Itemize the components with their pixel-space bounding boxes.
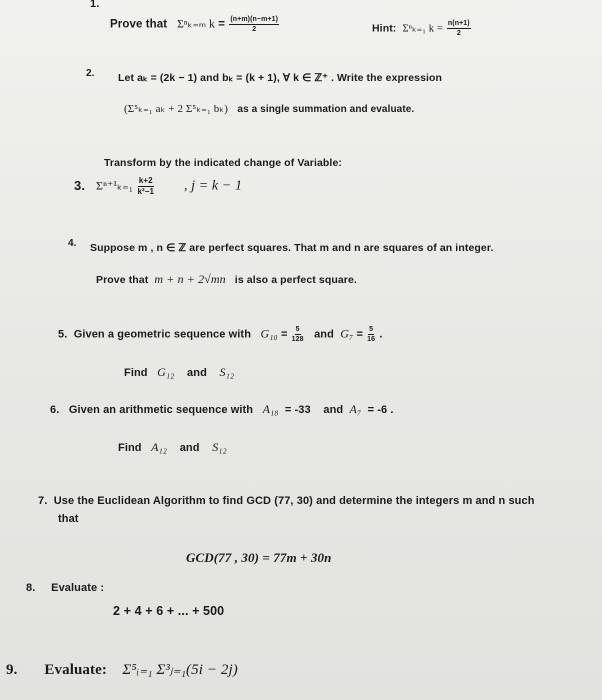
- problem-2-expression: (Σ⁵ₖ₌₁ aₖ + 2 Σ⁵ₖ₌₁ bₖ): [124, 103, 228, 115]
- problem-3-number: 3.: [74, 178, 86, 193]
- problem-5-g7-denominator: 16: [367, 336, 376, 343]
- problem-8-label: Evaluate :: [51, 582, 105, 594]
- problem-6-a18-value: = -33: [284, 404, 311, 416]
- problem-6-a7: A₇: [349, 402, 362, 416]
- problem-6-a12: A₁₂: [151, 440, 168, 454]
- problem-6-number: 6.: [50, 404, 60, 416]
- problem-7-text: Use the Euclidean Algorithm to find GCD (77, 30) and determine the integers m and n such: [53, 495, 535, 507]
- problem-7-equation: GCD(77 , 30) = 77m + 30n: [186, 550, 332, 565]
- problem-4-prove: [96, 272, 357, 287]
- problem-1-fraction-numerator: (n+m)(n−m+1): [230, 16, 279, 23]
- hint-sum: Σⁿₖ₌₁ k =: [402, 23, 443, 35]
- problem-5-g10-numerator: 5: [295, 326, 300, 333]
- problem-2-text: Let aₖ = (2k − 1) and bₖ = (k + 1), ∀ k ∈ ℤ⁺ . Write the expression: [118, 72, 443, 84]
- problem-9-expression: Σ⁵ᵢ₌₁ Σ³ⱼ₌₁(5i − 2j): [122, 662, 238, 678]
- problem-9-number: 9.: [6, 662, 18, 678]
- problem-5-find-and: and: [187, 367, 207, 379]
- problem-5-find-label: Find: [124, 367, 148, 379]
- problem-2-tail: as a single summation and evaluate.: [237, 104, 415, 115]
- problem-5-s12: S₁₂: [219, 365, 235, 379]
- problem-1-sum: Σⁿₖ₌ₘ k: [177, 18, 215, 31]
- problem-5-g7-numerator: 5: [369, 326, 374, 333]
- problem-5-g7-fraction: [367, 326, 375, 343]
- problem-4-text: Suppose m , n ∈ ℤ are perfect squares. That m and n are squares of an integer.: [90, 242, 494, 254]
- problem-4-prove-expression: m + n + 2√mn: [154, 272, 226, 286]
- problem-5: 5. Given a geometric sequence with G₁₀ = $\frac{5}{128}$ and G₇ = $\frac{5}{16}$ .: [58, 326, 383, 343]
- problem-5-number: 5.: [58, 328, 68, 341]
- problem-5-and: and: [314, 328, 334, 341]
- hint-fraction-denominator: 2: [456, 30, 461, 37]
- problem-6-text: Given an arithmetic sequence with: [68, 404, 254, 416]
- problem-3-fraction-denominator: k²−1: [137, 187, 155, 196]
- problem-6-find-and: and: [179, 442, 200, 454]
- problem-5-g10-fraction: [292, 326, 304, 343]
- problem-1-equals: =: [218, 18, 226, 31]
- problem-1-fraction: [229, 16, 279, 33]
- hint-fraction: [447, 20, 471, 37]
- problem-6: [50, 402, 394, 417]
- problem-4-number: 4.: [68, 238, 77, 249]
- problem-5-g12: G₁₂: [157, 365, 175, 379]
- problem-3-sum: Σⁿ⁺¹ₖ₌₁: [96, 178, 134, 193]
- problem-6-find-label: Find: [118, 442, 142, 454]
- problem-6-a18: A₁₈: [262, 402, 279, 416]
- problem-9-label: Evaluate:: [44, 662, 107, 678]
- problem-5-g10-denominator: 128: [291, 336, 304, 343]
- hint-fraction-numerator: n(n+1): [447, 20, 470, 27]
- problem-5-g7: G₇: [340, 326, 354, 341]
- problem-4-prove-label: Prove that: [96, 274, 149, 286]
- problem-5-find: [124, 365, 234, 380]
- problem-3: [96, 177, 242, 196]
- problem-3-fraction: [137, 177, 154, 196]
- problem-1-fraction-denominator: 2: [252, 26, 257, 33]
- problem-3-substitution: , j = k − 1: [183, 178, 243, 194]
- problem-6-s12: S₁₂: [212, 440, 227, 454]
- problem-7-text2: that: [58, 513, 79, 525]
- problem-8: [26, 582, 104, 594]
- problem-6-find: [118, 440, 227, 455]
- problem-1-label: Prove that: [110, 18, 168, 31]
- problem-2-number: 2.: [86, 68, 95, 79]
- transform-heading: Transform by the indicated change of Variable:: [104, 157, 342, 169]
- problem-1-hint: [372, 20, 472, 37]
- problem-5-text: Given a geometric sequence with: [73, 328, 252, 341]
- problem-7-number: 7.: [38, 495, 48, 507]
- hint-label: Hint:: [372, 22, 397, 35]
- problem-1-number: 1.: [90, 0, 100, 10]
- problem-4-prove-tail: is also a perfect square.: [234, 274, 357, 286]
- problem-5-g10: G₁₀: [260, 326, 278, 341]
- problem-6-a7-value: = -6 .: [367, 404, 394, 416]
- problem-9: [6, 660, 238, 679]
- problem-8-number: 8.: [26, 582, 36, 594]
- problem-8-expression: 2 + 4 + 6 + ... + 500: [113, 604, 225, 618]
- problem-1: [110, 16, 280, 33]
- problem-6-and: and: [323, 404, 344, 416]
- problem-7: [38, 495, 535, 507]
- problem-2-line2: [124, 102, 414, 115]
- problem-3-fraction-numerator: k+2: [138, 176, 153, 185]
